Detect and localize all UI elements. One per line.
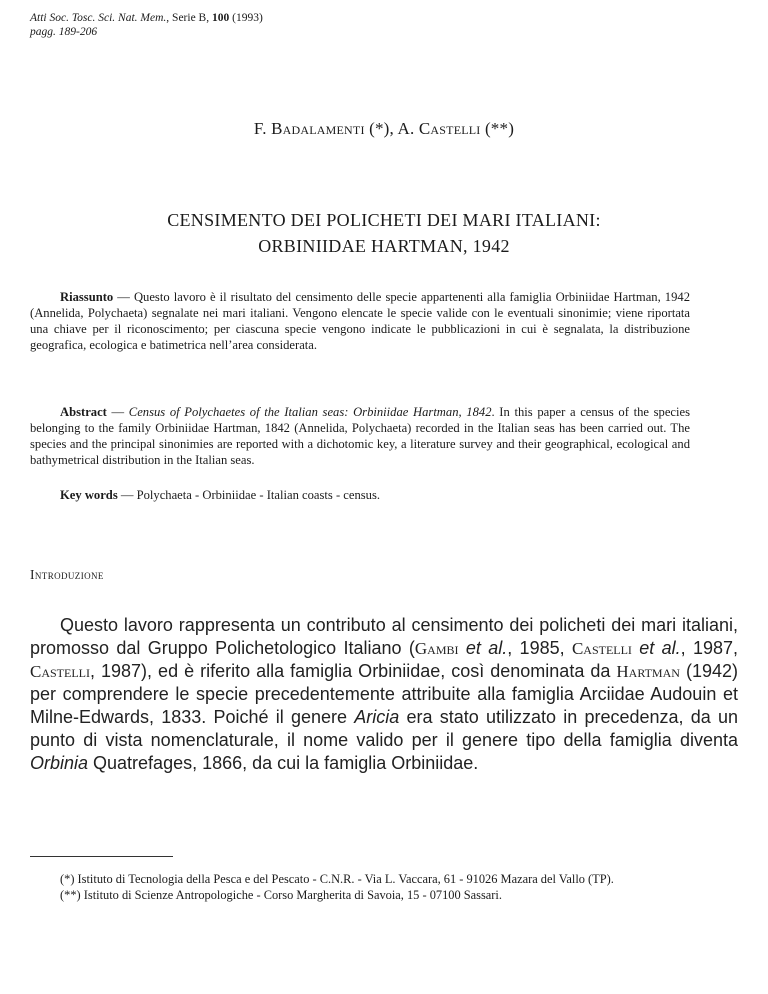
journal-year: (1993) [229,12,263,24]
paper-title [0,207,768,259]
journal-name: Atti Soc. Tosc. Sci. Nat. Mem. [30,12,167,24]
genus-orbinia: Orbinia [30,753,89,773]
genus-aricia: Aricia [354,707,400,727]
journal-pages: pagg. 189-206 [30,26,98,38]
keywords-block [30,487,690,503]
citation-castelli-1: Castelli [571,639,632,658]
intro-paragraph: Questo lavoro rappresenta un contributo al censimento dei policheti dei mari italiani, promosso dal Gruppo Polichetologico Italiano (Gambi et al., 1985, Castelli et al., 1987, Castelli, 1987), ed è riferito alla famiglia Orbiniidae, così denominata da Hartman (1942) per comprendere le specie precedentemente attribuite alla famiglia Arciidae Audouin et Milne-Edwards, 1833. Poiché il genere Aricia era stato utilizzato in precedenza, da un punto di vista nomenclaturale, il nome valido per il genere tipo della famiglia diventa Orbinia Quatrefages, 1866, da cui la famiglia Orbiniidae. [30,615,739,773]
journal-series: , Serie B, [166,12,212,24]
journal-volume: 100 [211,12,230,24]
keywords-text: — Polychaeta - Orbiniidae - Italian coasts - census. [117,488,381,502]
footnotes [30,871,690,903]
keywords-label: Key words [60,488,118,502]
author-castelli: Castelli [418,119,481,138]
journal-header [30,11,263,39]
citation-castelli-2: Castelli [30,662,90,681]
author-line: F. Badalamenti (*), A. Castelli (**) [253,119,515,138]
journal-citation [30,11,263,25]
abstract-block: Abstract — Census of Polychaetes of the Italian seas: Orbiniidae Hartman, 1842. In this paper a census of the species belonging to the family Orbiniidae Hartman, 1842 (Annelida, Polychaeta) recorded in the Italian seas has been carried out. The species and the principal sinonimies are reported with a dichotomic key, a literature survey and their geographical, ecological and bathymetrical distribution in the Italian seas. [30,405,690,467]
paper-title-line-2: ORBINIIDAE HARTMAN, 1942 [258,236,510,256]
footnote-1: (*) Istituto di Tecnologia della Pesca e del Pescato - C.N.R. - Via L. Vaccara, 61 - 91026 Mazara del Vallo (TP). [60,872,614,886]
footnote-2: (**) Istituto di Scienze Antropologiche - Corso Margherita di Savoia, 15 - 07100 Sassari. [60,888,502,902]
riassunto-label: Riassunto [60,290,114,304]
riassunto-block [30,289,690,353]
riassunto-text: — Questo lavoro è il risultato del censimento delle specie appartenenti alla famiglia Orbiniidae Hartman, 1942 (Annelida, Polychaeta) segnalate nei mari italiani. Vengono elencate le specie valide con le eventuali sinonimie; viene riportata una chiave per il riconoscimento; per ciascuna specie vengono indicate le pubblicazioni in cui è segnalata, la distribuzione geografica, ecologica e batimetrica nell’area considerata. [30,290,690,352]
abstract-title: Census of Polychaetes of the Italian seas: Orbiniidae Hartman, 1842 [128,405,492,419]
abstract-text: . In this paper a census of the species belonging to the family Orbiniidae Hartman, 1842 (Annelida, Polychaeta) recorded in the Italian seas has been carried out. The species and the principal sinonimies are reported with a dichotomic key, a literature survey and their geographical, ecological and bathymetrical distribution in the Italian seas. [30,405,690,467]
citation-hartman: Hartman [616,662,680,681]
paper-title-line-1: CENSIMENTO DEI POLICHETI DEI MARI ITALIANI: [167,210,601,230]
citation-gambi: Gambi [414,639,459,658]
abstract-label: Abstract [60,405,107,419]
section-heading-introduzione: Introduzione [30,567,104,582]
author-badalamenti: Badalamenti [271,119,365,138]
footnote-divider [30,856,173,857]
